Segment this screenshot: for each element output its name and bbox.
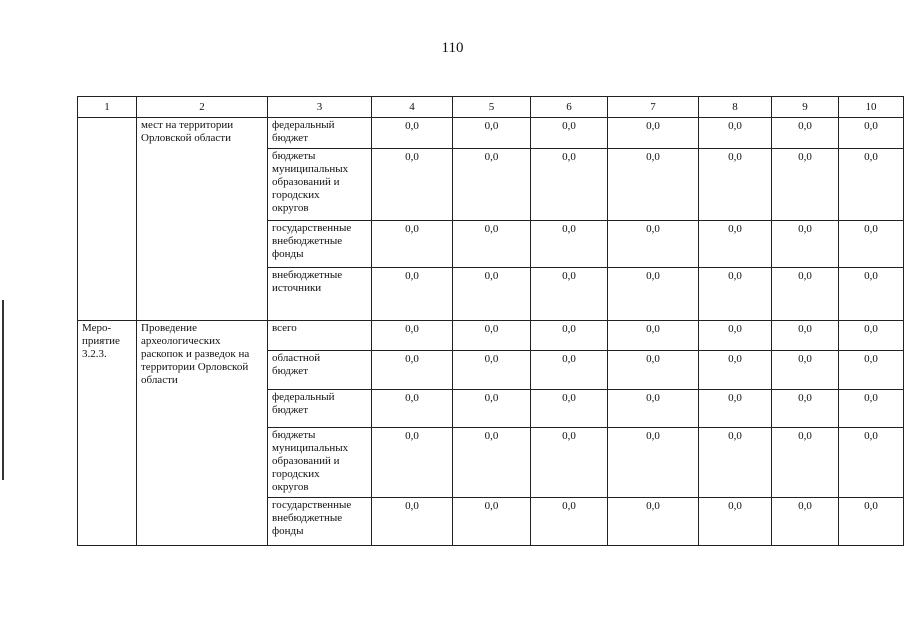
value-cell: 0,0 — [531, 221, 608, 268]
budget-table — [77, 96, 904, 546]
value-cell: 0,0 — [453, 321, 531, 351]
event-number-cell — [78, 118, 137, 321]
value-cell: 0,0 — [839, 498, 904, 546]
value-cell: 0,0 — [772, 390, 839, 428]
value-cell: 0,0 — [608, 221, 699, 268]
value-cell: 0,0 — [839, 351, 904, 390]
header-cell: 4 — [372, 97, 453, 118]
value-cell: 0,0 — [839, 428, 904, 498]
funding-source-cell: внебюджетные источники — [268, 268, 372, 321]
value-cell: 0,0 — [608, 118, 699, 149]
value-cell: 0,0 — [531, 390, 608, 428]
funding-source-cell: областной бюджет — [268, 351, 372, 390]
header-cell: 1 — [78, 97, 137, 118]
value-cell: 0,0 — [699, 498, 772, 546]
value-cell: 0,0 — [772, 118, 839, 149]
value-cell: 0,0 — [839, 221, 904, 268]
value-cell: 0,0 — [839, 118, 904, 149]
value-cell: 0,0 — [772, 498, 839, 546]
value-cell: 0,0 — [699, 321, 772, 351]
value-cell: 0,0 — [372, 428, 453, 498]
value-cell: 0,0 — [531, 321, 608, 351]
value-cell: 0,0 — [531, 149, 608, 221]
header-cell: 6 — [531, 97, 608, 118]
value-cell: 0,0 — [772, 321, 839, 351]
value-cell: 0,0 — [839, 149, 904, 221]
value-cell: 0,0 — [608, 149, 699, 221]
value-cell: 0,0 — [453, 221, 531, 268]
value-cell: 0,0 — [531, 118, 608, 149]
value-cell: 0,0 — [772, 351, 839, 390]
value-cell: 0,0 — [699, 428, 772, 498]
value-cell: 0,0 — [699, 390, 772, 428]
header-cell: 7 — [608, 97, 699, 118]
value-cell: 0,0 — [372, 498, 453, 546]
value-cell: 0,0 — [372, 118, 453, 149]
value-cell: 0,0 — [608, 428, 699, 498]
table-row — [78, 118, 904, 149]
value-cell: 0,0 — [608, 268, 699, 321]
value-cell: 0,0 — [608, 351, 699, 390]
header-cell: 2 — [137, 97, 268, 118]
value-cell: 0,0 — [531, 351, 608, 390]
funding-source-cell: федеральный бюджет — [268, 390, 372, 428]
value-cell: 0,0 — [531, 428, 608, 498]
value-cell: 0,0 — [772, 428, 839, 498]
header-cell: 8 — [699, 97, 772, 118]
header-cell: 3 — [268, 97, 372, 118]
value-cell: 0,0 — [608, 321, 699, 351]
value-cell: 0,0 — [453, 498, 531, 546]
value-cell: 0,0 — [772, 221, 839, 268]
funding-source-cell: государственные внебюджетные фонды — [268, 498, 372, 546]
value-cell: 0,0 — [453, 149, 531, 221]
header-row — [78, 97, 904, 118]
value-cell: 0,0 — [839, 390, 904, 428]
header-cell: 9 — [772, 97, 839, 118]
value-cell: 0,0 — [453, 390, 531, 428]
value-cell: 0,0 — [372, 321, 453, 351]
value-cell: 0,0 — [839, 321, 904, 351]
value-cell: 0,0 — [372, 390, 453, 428]
value-cell: 0,0 — [772, 149, 839, 221]
header-cell: 10 — [839, 97, 904, 118]
value-cell: 0,0 — [453, 351, 531, 390]
funding-source-cell: федеральный бюджет — [268, 118, 372, 149]
value-cell: 0,0 — [372, 149, 453, 221]
funding-source-cell: бюджеты муниципальных образований и городских округов — [268, 149, 372, 221]
funding-source-cell: всего — [268, 321, 372, 351]
value-cell: 0,0 — [699, 149, 772, 221]
value-cell: 0,0 — [453, 268, 531, 321]
scan-edge-mark — [2, 300, 4, 480]
funding-source-cell: государственные внебюджетные фонды — [268, 221, 372, 268]
value-cell: 0,0 — [839, 268, 904, 321]
value-cell: 0,0 — [531, 498, 608, 546]
value-cell: 0,0 — [531, 268, 608, 321]
value-cell: 0,0 — [699, 118, 772, 149]
funding-source-cell: бюджеты муниципальных образований и городских округов — [268, 428, 372, 498]
value-cell: 0,0 — [372, 268, 453, 321]
value-cell: 0,0 — [608, 390, 699, 428]
value-cell: 0,0 — [453, 118, 531, 149]
value-cell: 0,0 — [699, 351, 772, 390]
event-number-cell: Меро- приятие 3.2.3. — [78, 321, 137, 546]
event-name-cell: Проведение археологических раскопок и разведок на территории Орловской области — [137, 321, 268, 546]
value-cell: 0,0 — [772, 268, 839, 321]
header-cell: 5 — [453, 97, 531, 118]
value-cell: 0,0 — [372, 351, 453, 390]
table-row — [78, 321, 904, 351]
event-name-cell: мест на территории Орловской области — [137, 118, 268, 321]
value-cell: 0,0 — [608, 498, 699, 546]
value-cell: 0,0 — [699, 221, 772, 268]
value-cell: 0,0 — [453, 428, 531, 498]
value-cell: 0,0 — [372, 221, 453, 268]
page-number: 110 — [441, 40, 464, 56]
value-cell: 0,0 — [699, 268, 772, 321]
